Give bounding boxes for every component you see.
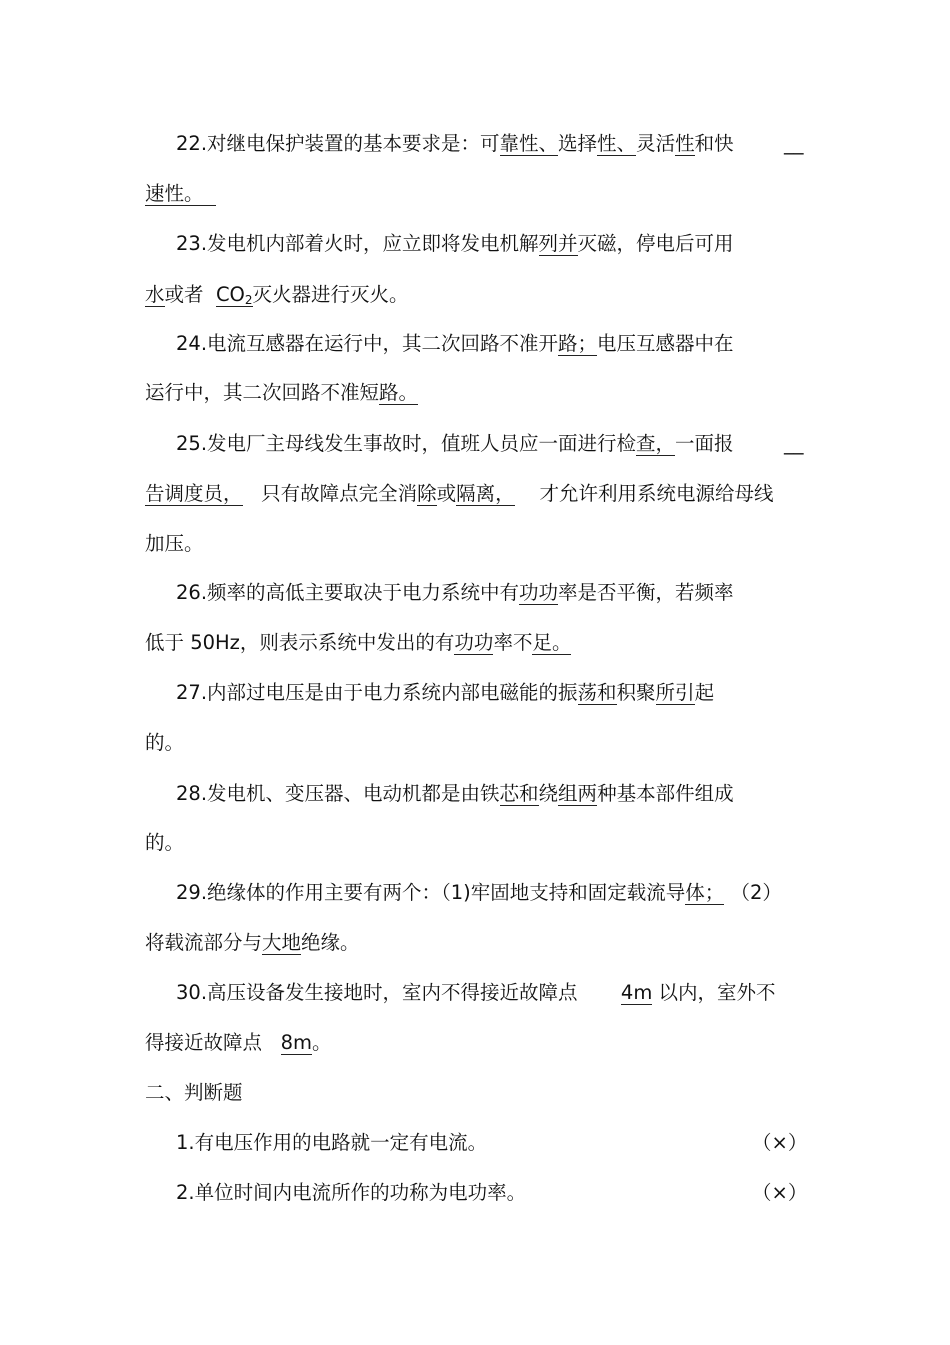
- question-23-line-1: 23.发电机内部着火时，应立即将发电机解列并灭磁，停电后可用: [176, 232, 734, 255]
- question-26-line-2: 低于 50Hz，则表示系统中发出的有功功率不足。: [145, 631, 572, 654]
- section-heading-judgment: 二、判断题: [145, 1081, 243, 1104]
- answer-blank: 大地: [262, 931, 302, 954]
- question-24-line-1: 24.电流互感器在运行中，其二次回路不准开路；电压互感器中在: [176, 332, 734, 355]
- judgment-question-2: 2.单位时间内电流所作的功称为电功率。: [176, 1181, 527, 1204]
- judgment-answer-1: （×）: [752, 1131, 808, 1154]
- answer-blank: 8m: [280, 1031, 313, 1054]
- judgment-question-1: 1.有电压作用的电路就一定有电流。: [176, 1131, 488, 1154]
- answer-blank: 足。: [532, 631, 572, 654]
- answer-blank: 4m: [620, 981, 653, 1004]
- question-25-line-3: 加压。: [145, 532, 204, 555]
- answer-blank: 查，: [636, 432, 676, 455]
- question-22-line-1: 22.对继电保护装置的基本要求是：可靠性、选择性、灵活性和快: [176, 132, 734, 155]
- answer-blank: 功功: [519, 581, 559, 604]
- question-30-line-2: 得接近故障点 8m。: [145, 1031, 332, 1054]
- question-22-line-2: [145, 181, 216, 207]
- answer-blank: 水: [145, 283, 165, 306]
- answer-blank: 速性。: [145, 182, 204, 205]
- answer-blank: 荡和: [577, 681, 617, 704]
- question-29-line-2: 将载流部分与大地绝缘。: [145, 931, 360, 954]
- answer-blank: 性、: [597, 132, 637, 155]
- answer-blank: 路；: [558, 332, 598, 355]
- question-30-line-1: 30.高压设备发生接地时，室内不得接近故障点 4m 以内，室外不: [176, 981, 776, 1004]
- question-27-line-1: 27.内部过电压是由于电力系统内部电磁能的振荡和积聚所引起: [176, 681, 715, 704]
- question-23-line-2: 水或者 $CO_2$灭火器进行灭火。: [145, 283, 409, 307]
- answer-blank: 除: [417, 482, 437, 505]
- question-28-line-1: 28.发电机、变压器、电动机都是由铁芯和绕组两种基本部件组成: [176, 782, 734, 805]
- answer-blank: 告调度员，: [145, 482, 243, 505]
- answer-blank: 隔离，: [456, 482, 515, 505]
- answer-blank: $CO_2$: [215, 283, 253, 307]
- judgment-answer-2: （×）: [752, 1181, 808, 1204]
- question-25-line-2: 告调度员， 只有故障点完全消除或隔离， 才允许利用系统电源给母线: [145, 482, 774, 505]
- answer-blank: 芯和: [499, 782, 539, 805]
- question-29-line-1: 29.绝缘体的作用主要有两个：（1)牢固地支持和固定载流导体； （2）: [176, 881, 782, 904]
- question-25-tail: __: [784, 432, 804, 455]
- question-22-tail: __: [784, 132, 804, 155]
- answer-blank: 功功: [454, 631, 494, 654]
- answer-blank: 路。: [379, 381, 419, 404]
- answer-blank: 组两: [558, 782, 598, 805]
- answer-blank: 列并: [538, 232, 578, 255]
- question-27-line-2: 的。: [145, 731, 185, 754]
- answer-blank: 体；: [685, 881, 725, 904]
- question-24-line-2: 运行中，其二次回路不准短路。: [145, 381, 419, 404]
- question-25-line-1: 25.发电厂主母线发生事故时，值班人员应一面进行检查，一面报: [176, 432, 734, 455]
- question-28-line-2: 的。: [145, 831, 185, 854]
- answer-blank: 靠性、: [499, 132, 559, 155]
- question-26-line-1: 26.频率的高低主要取决于电力系统中有功功率是否平衡，若频率: [176, 581, 734, 604]
- answer-blank: 性: [675, 132, 695, 155]
- answer-blank: 所引: [655, 681, 695, 704]
